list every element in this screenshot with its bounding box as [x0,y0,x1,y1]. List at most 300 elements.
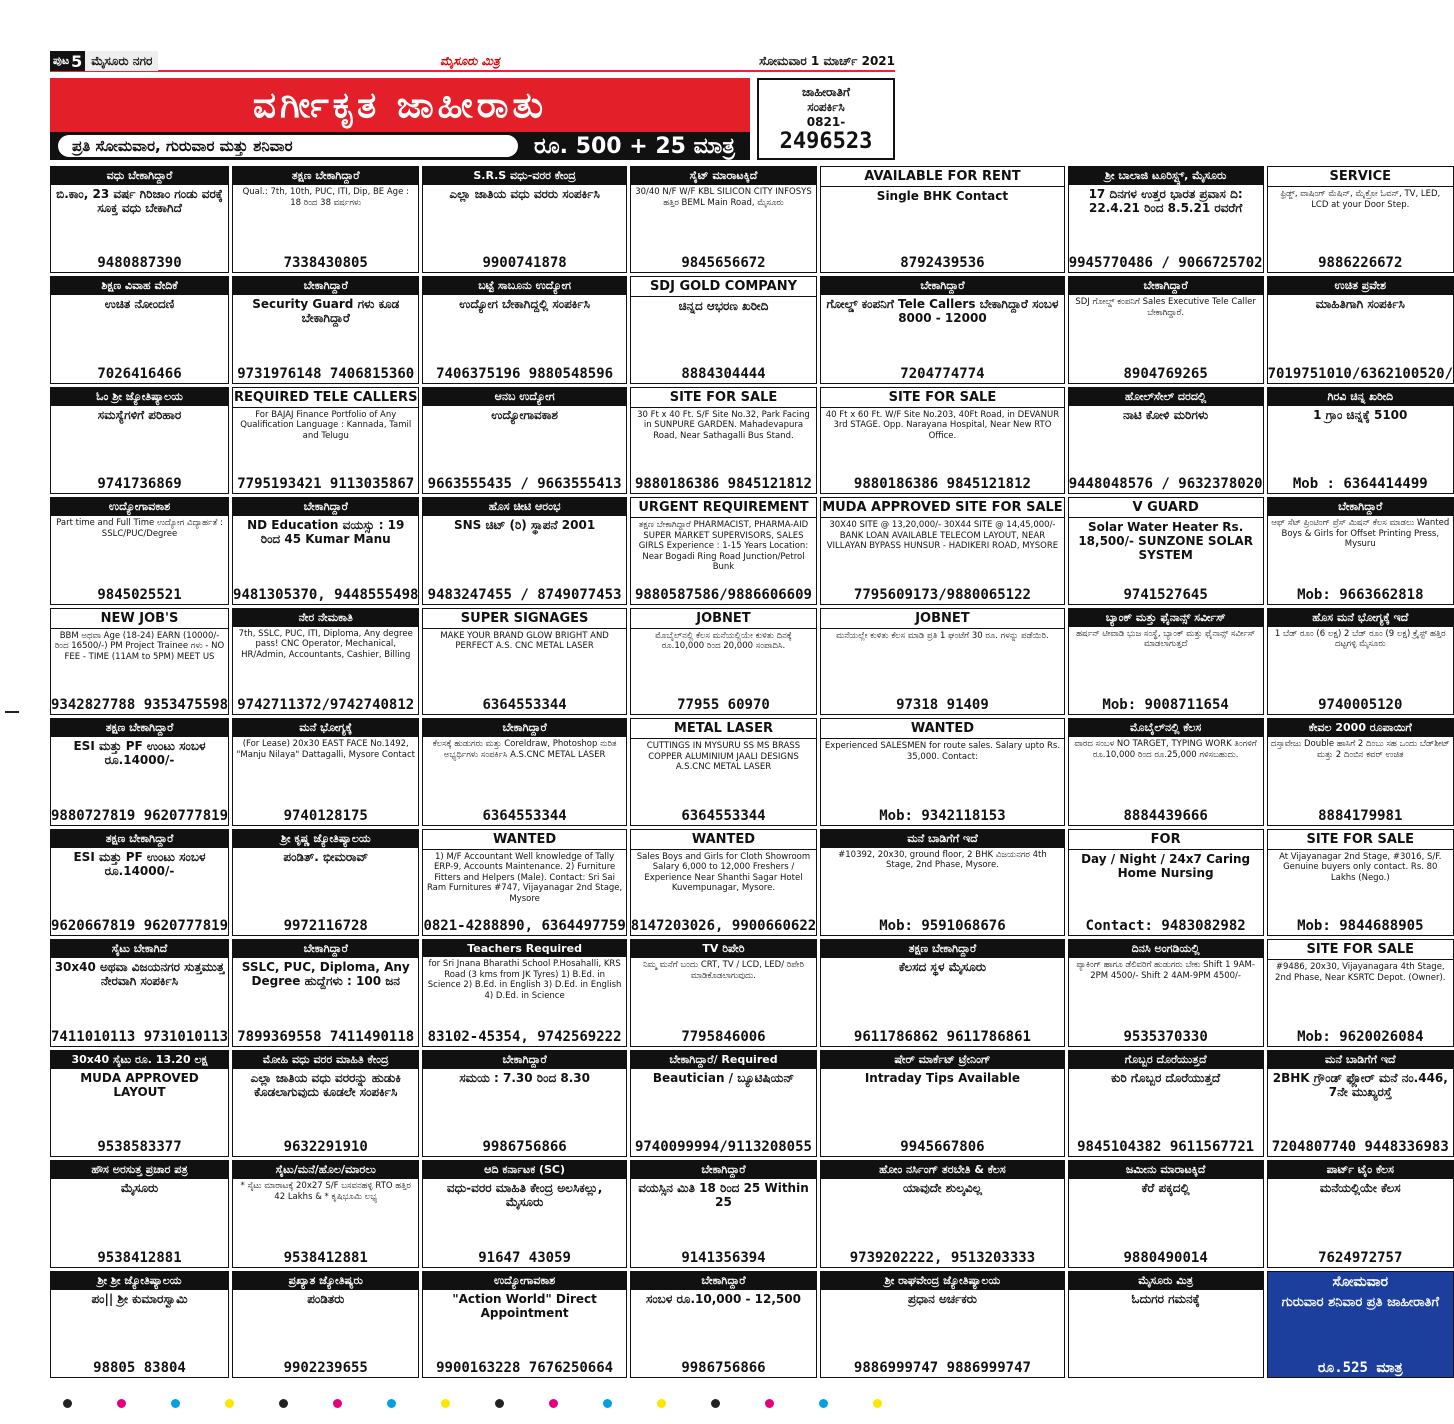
ad-phone: 9845656672 [681,255,766,272]
ad-phone: 9620667819 9620777819 [51,918,229,935]
classified-ad [1267,276,1454,383]
ad-body: ಪಂ|| ಶ್ರೀ ಕುಮಾರಸ್ವಾಮಿ [91,1291,188,1306]
ad-body: ವಧು-ವರರ ಮಾಹಿತಿ ಕೇಂದ್ರ ಅಲಸಿಕಲ್ಲು, ಮೈಸೂರು [446,1181,603,1210]
ad-body: ಕುರಿ ಗೊಬ್ಬರ ದೊರೆಯುತ್ತದೆ [1111,1070,1221,1085]
ad-phone: 8904769265 [1123,365,1208,382]
classified-ad [1267,939,1454,1046]
ad-body: ಮೈಸೂರು [120,1181,159,1196]
ad-body: ESI ಮತ್ತು PF ಉಂಟು ಸಂಬಳ ರೂ.14000/- [73,849,206,878]
ad-body: (For Lease) 20x30 EAST FACE No.1492, "Manju Nilaya" Dattagalli, Mysore Contact [236,739,415,760]
ad-heading: SITE FOR SALE [1268,940,1453,960]
classified-ad [1068,1160,1264,1267]
classified-ad [1267,829,1454,936]
ad-heading: ಗೊಬ್ಬರ ದೊರೆಯುತ್ತದೆ [1069,1051,1263,1069]
ad-body: ಕೆಲಸಕ್ಕೆ ಹುಡುಗರು ಮತ್ತು Coreldraw, Photoshop ನುರಿತ ಅಭ್ಯರ್ಥಿಗಳು ಸಂಪರ್ಕಿಸಿ A.S.CNC METAL LASER [432,739,617,760]
classified-ad [422,718,626,825]
ad-phone: 9740005120 [1318,697,1403,714]
ad-body: ಉದ್ಯೋಗ ಬೇಕಾಗಿದ್ದಲ್ಲಿ ಸಂಪರ್ಕಿಸಿ [459,297,590,312]
ad-heading: ಬೇಕಾಗಿದ್ದಾರೆ [423,719,625,737]
ad-phone: 77955 60970 [677,697,770,714]
ad-body: SDJ ಗೋಲ್ಡ್ ಕಂಪನಿಗೆ Sales Executive Tele Caller ಬೇಕಾಗಿದ್ದಾರೆ. [1075,297,1256,318]
ad-body: BBM ಅಥವಾ Age (18-24) EARN (10000/- ರಿಂದ 16500/-) PM Project Trainee ಗಳು - NO FEE - TIME (11AM to 5PM) MEET US [54,630,225,662]
ad-body: ಪ್ಯಾಕಿಂಗ್ ಹಾಗೂ ಡೆಲಿವರಿಗೆ ಹುಡುಗರು ಬೇಕು Shift 1 9AM-2PM 4500/- Shift 2 4AM-9PM 4500/- [1076,960,1255,981]
ad-heading: ಸೈಟು ಬೇಕಾಗಿದೆ [51,940,228,958]
ad-phone: 9741527645 [1123,586,1208,603]
ad-body: 17 ದಿನಗಳ ಉತ್ತರ ಭಾರತ ಪ್ರವಾಸ ದಿ: 22.4.21 ರಿಂದ 8.5.21 ರವರೆಗೆ [1088,187,1243,215]
ad-phone: Mob: 9008711654 [1102,697,1229,714]
classified-ad [232,718,419,825]
ad-heading: ಬೇಕಾಗಿದ್ದಾರೆ [423,1051,625,1069]
classified-ad [1068,1050,1264,1157]
ad-body: ಎಲ್ಲಾ ಜಾತಿಯ ವಧು ವರರನ್ನು ಹುಡುಕಿ ಕೊಡಲಾಗುವುದು ಕೂಡಲೇ ಸಂಪರ್ಕಿಸಿ [250,1070,401,1099]
classified-ad [50,608,229,715]
ad-body: ಪಂಡಿತ್. ಭೀಮರಾವ್ [283,849,369,864]
ad-heading: ವಧು ಬೇಕಾಗಿದ್ದಾರೆ [51,167,228,185]
ad-phone: 9900741878 [482,255,567,272]
section-name: ಮೈಸೂರು ನಗರ [85,51,158,71]
registration-dot [603,1399,612,1408]
ad-body: ಗುರುವಾರ ಶನಿವಾರ ಪ್ರತಿ ಜಾಹೀರಾತಿಗೆ [1281,1294,1439,1310]
registration-dot [711,1399,720,1408]
classified-ad [50,497,229,604]
ad-heading: SITE FOR SALE [631,388,816,408]
classified-ad [422,166,626,273]
ad-heading: ತಕ್ಷಣ ಬೇಕಾಗಿದ್ದಾರೆ [233,167,418,185]
ad-body: 30 Ft x 40 Ft. S/F Site No.32, Park Facing in SUNPURE GARDEN. Mahadevapura Road, Near Sathagalli Bus Stand. [637,409,810,441]
ad-phone: 9845025521 [97,586,182,603]
classified-ad [50,1050,229,1157]
ad-heading: ಆನಬ ಉದ್ಯೋಗ [423,388,625,406]
ad-phone: 8147203026, 9900660622 [630,918,817,935]
ad-body: ಸಮಯ : 7.30 ರಿಂದ 8.30 [459,1070,590,1085]
ad-phone: 9739202222, 9513203333 [849,1249,1036,1266]
ad-phone: 9663555435 / 9663555413 [427,476,622,493]
ad-phone: 9880727819 9620777819 [51,807,229,824]
classified-ad [820,829,1065,936]
ad-body: 1 ಬೆಡ್ ರೂಂ (6 ಲಕ್ಷ) 2 ಬೆಡ್ ರೂಂ (9 ಲಕ್ಷ) ಕ್ರೈಸ್ಟ್ ಹತ್ತಿರ ದಟ್ಟಗಳ್ಳಿ ಮೈಸೂರು [1274,628,1446,650]
registration-dot [225,1399,234,1408]
ad-phone: 9886999747 9886999747 [853,1359,1031,1376]
ad-heading: ಹೊಸ ಮನೆ ಭೋಗ್ಯಕ್ಕೆ ಇದೆ [1268,609,1453,627]
ad-heading: ಹೋಂ ನರ್ಸಿಂಗ್ ತರಬೇತಿ & ಕೆಲಸ [821,1161,1064,1179]
ad-heading: ಉದ್ಯೋಗಾವಕಾಶ [51,498,228,516]
ad-phone: 9483247455 / 8749077453 [427,586,622,603]
ad-heading: ಬೇಕಾಗಿದ್ದಾರೆ [1069,277,1263,295]
classified-ad [1267,608,1454,715]
registration-dot [117,1399,126,1408]
ad-body: ESI ಮತ್ತು PF ಉಂಟು ಸಂಬಳ ರೂ.14000/- [73,739,206,768]
ad-heading: MUDA APPROVED SITE FOR SALE [821,498,1064,518]
classified-ad [232,1050,419,1157]
classified-ad [1267,1050,1454,1157]
ad-phone: 9945770486 / 9066725702 [1068,255,1263,272]
ad-phone: 97318 91409 [896,697,989,714]
ad-heading: ಬೇಕಾಗಿದ್ದಾರೆ [233,498,418,516]
classified-ad [820,718,1065,825]
classified-ad [50,387,229,494]
ad-heading: ಶ್ರೀ ಕೃಷ್ಣ ಜ್ಯೋತಿಷ್ಯಾಲಯ [233,830,418,848]
ad-body: ವಾರದ ಸಂಬಳ NO TARGET, TYPING WORK ತಿಂಗಳಿಗೆ ರೂ.10,000 ರಿಂದ ರೂ.25,000 ಗಳಿಸಬಹುದು. [1074,739,1257,760]
ad-phone: 6364553344 [681,807,766,824]
classified-ad [820,608,1065,715]
classified-ad [630,387,817,494]
ad-heading: ಆದಿ ಕರ್ನಾಟಕ (SC) [423,1161,625,1179]
ad-heading: ಬೇಕಾಗಿದ್ದಾರೆ [631,1272,816,1290]
ad-heading: ಗಿರವಿ ಚಿನ್ನ ಖರೀದಿ [1268,388,1453,406]
classified-ad [50,829,229,936]
classified-ad [1068,718,1264,825]
ad-phone: 7795609173/9880065122 [853,586,1031,603]
ad-phone: 6364553344 [482,697,567,714]
ad-phone: 9880186386 9845121812 [853,476,1031,493]
ad-body: ಗೋಲ್ಡ್ ಕಂಪನಿಗೆ Tele Callers ಬೇಕಾಗಿದ್ದಾರೆ ಸಂಬಳ 8000 - 12000 [826,297,1059,326]
ad-heading: REQUIRED TELE CALLERS [233,388,418,408]
classified-ad [820,166,1065,273]
ad-phone: 7204807740 9448336983 [1271,1139,1449,1156]
ad-phone: 9880490014 [1123,1249,1208,1266]
ad-heading: NEW JOB'S [51,609,228,629]
ad-heading: ಮೊಬೈಲ್‌ನಲ್ಲಿ ಕೆಲಸ [1069,719,1263,737]
ad-phone: 9880186386 9845121812 [634,476,812,493]
ad-phone: 9141356394 [681,1249,766,1266]
classified-ad [820,276,1065,383]
registration-dot [387,1399,396,1408]
ad-heading: ಬೇಕಾಗಿದ್ದಾರೆ [631,1161,816,1179]
classified-ad [1068,166,1264,273]
ad-heading: ದಿನಸಿ ಅಂಗಡಿಯಲ್ಲಿ [1069,940,1263,958]
ad-body: ಬಿ.ಕಾಂ, 23 ವರ್ಷ ಗಿರಿಜಾಂ ಗಂಡು ವರಕ್ಕೆ ಸೂಕ್ತ ವಧು ಬೇಕಾಗಿದೆ [56,187,223,215]
ad-heading: SERVICE [1268,167,1453,187]
ad-heading: ಬೇಕಾಗಿದ್ದಾರೆ [233,277,418,295]
ad-body: Day / Night / 24x7 Caring Home Nursing [1081,851,1251,880]
ad-phone: 9538412881 [97,1249,182,1266]
ad-heading: ಹೊಸ ಚೀಟಿ ಆರಂಭ [423,498,625,516]
ad-heading: SITE FOR SALE [821,388,1064,408]
ad-heading: ಮೋಹಿ ವಧು ವರರ ಮಾಹಿತಿ ಕೇಂದ್ರ [233,1051,418,1069]
classifieds-title: ವರ್ಗೀಕೃತ ಜಾಹೀರಾತು [50,78,750,132]
classified-ad [1267,1271,1454,1378]
ad-phone: 9900163228 7676250664 [436,1359,614,1376]
ad-phone: 9886226672 [1318,255,1403,272]
ad-heading: ಷೇರ್ ಮಾರ್ಕೆಟ್ ಟ್ರೇನಿಂಗ್ [821,1051,1064,1069]
ad-heading: ಬಟ್ಟೆ ಸಾಬೂನು ಉದ್ಯೋಗ [423,277,625,295]
classified-ad [422,1160,626,1267]
registration-dot [765,1399,774,1408]
ad-heading: ತಕ್ಷಣ ಬೇಕಾಗಿದ್ದಾರೆ [51,830,228,848]
classified-ad [630,1160,817,1267]
page-number: 5 [71,51,83,71]
ad-body: #9486, 20x30, Vijayanagara 4th Stage, 2nd Phase, Near KSRTC Depot. (Owner). [1275,962,1446,983]
ad-phone: 9902239655 [283,1359,368,1376]
classified-ad [820,387,1065,494]
ad-body: * ಸೈಟು ಮಾರಾಟಕ್ಕೆ 20x27 S/F ಬಸವನಹಳ್ಳಿ RTO ಹತ್ತಿರ 42 Lakhs & * ಕೃಷಿಭೂಮಿ ಲಭ್ಯ [240,1181,411,1202]
classified-ad [232,1160,419,1267]
ad-heading: ಶ್ರೀ ಶ್ರೀ ಜ್ಯೋತಿಷ್ಯಾಲಯ [51,1272,228,1290]
ad-body: Part time and Full Time ಉದ್ಯೋಗ ವಿದ್ಯಾರ್ಹತೆ : SSLC/PUC/Degree [56,518,223,539]
classified-ad [422,829,626,936]
ad-body: Qual.: 7th, 10th, PUC, ITI, Dip, BE Age : 18 ರಿಂದ 38 ವರ್ಷಗಳು [242,187,409,208]
ad-body: ನಾಟಿ ಕೋಳಿ ಮರಿಗಳು [1123,407,1209,422]
ad-heading: SUPER SIGNAGES [423,609,625,629]
classified-ad [232,387,419,494]
classified-ad [630,1271,817,1378]
ad-heading: WANTED [423,830,625,850]
ad-body: for Sri Jnana Bharathi School P.Hosahalli, KRS Road (3 kms from JK Tyres) 1) B.Ed. in Science 2) B.Ed. in English 3) D.Ed. in English 4) D.Ed. in Science [427,959,622,1001]
ad-phone: 9535370330 [1123,1028,1208,1045]
ad-body: ಕೆಲಸದ ಸ್ಥಳ ಮೈಸೂರು [898,960,987,975]
ad-phone: Mob: 9342118153 [879,807,1006,824]
ad-phone: 9538412881 [283,1249,368,1266]
classified-ads-grid [50,166,1453,1378]
ad-heading: ನೇರ ನೇಮಕಾತಿ [233,609,418,627]
publish-days: ಪ್ರತಿ ಸೋಮವಾರ, ಗುರುವಾರ ಮತ್ತು ಶನಿವಾರ [58,135,518,157]
ad-heading: FOR [1069,830,1263,850]
registration-dot [495,1399,504,1408]
ad-body: 40 Ft x 60 Ft. W/F Site No.203, 40Ft Road, in DEVANUR 3rd STAGE. Opp. Narayana Hospital, Near New RTO Office. [825,409,1060,441]
classified-ad [1068,829,1264,936]
ad-heading: ಉದ್ಯೋಗಾವಕಾಶ [423,1272,625,1290]
ad-body: ದಸ್ತಾವೇಜು Double ಹಾಸಿಗೆ 2 ದಿಂಬು ಸಹ ಒಂದು ಬೆಡ್‌ಶೀಟ್ ಮತ್ತು 2 ದಿಂಬಿನ ಕವರ್ ಉಚಿತ [1270,739,1450,760]
ad-heading: TV ರಿಪೇರಿ [631,940,816,958]
ad-body: Single BHK Contact [876,189,1009,203]
classified-ad [1068,276,1264,383]
ad-phone: 7019751010/6362100520/ [1267,365,1453,382]
ad-body: ನಿಮ್ಮ ಮನೆಗೆ ಬಂದು CRT, TV / LCD, LED/ ರಿಪೇರಿ ಮಾಡಿಕೊಡಲಾಗುವುದು. [642,960,804,981]
classified-ad [50,939,229,1046]
ad-heading: ಬೇಕಾಗಿದ್ದಾರೆ [1268,498,1453,516]
ad-phone: Mob: 9591068676 [879,918,1006,935]
contact-line1: ಜಾಹೀರಾತಿಗೆ [802,85,850,99]
ad-phone: 8792439536 [900,255,985,272]
contact-line2: ಸಂಪರ್ಕಿಸಿ [807,100,845,114]
ad-heading: ಸೈಟ್ ಮಾರಾಟಕ್ಕಿದೆ [631,167,816,185]
page-number-box [50,51,85,71]
ad-heading: ಶ್ರೀ ರಾಘವೇಂದ್ರ ಜ್ಯೋತಿಷ್ಯಾಲಯ [821,1272,1064,1290]
ad-body: ಮನೆಯಲ್ಲೇ ಕುಳಿತು ಕೆಲಸ ಮಾಡಿ ಪ್ರತಿ 1 ಘಂಟೆಗೆ 30 ರೂ. ಗಳನ್ನು ಪಡೆಯಿರಿ. [836,630,1049,641]
ad-body: 30X40 SITE @ 13,20,000/- 30X44 SITE @ 14,45,000/- BANK LOAN AVAILABLE TELECOM LAYOUT, NEAR VILLAYAN BYPASS HUNSUR - HADIKERI ROAD, MYSORE [826,520,1059,552]
ad-body: ಉಚಿತ ನೋಂದಣಿ [104,297,175,312]
ad-body: At Vijayanagar 2nd Stage, #3016, S/F. Genuine buyers only contact. Rs. 80 Lakhs (Nego.) [1279,851,1442,883]
ad-heading: ತಕ್ಷಣ ಬೇಕಾಗಿದ್ದಾರೆ [51,719,228,737]
classified-ad [422,608,626,715]
ad-body: 1 ಗ್ರಾಂ ಚಿನ್ನಕ್ಕೆ 5100 [1313,407,1408,422]
ad-phone: 7026416466 [97,365,182,382]
classified-ad [422,1050,626,1157]
ad-heading: ಶಿಕ್ಷಣ ವಿವಾಹ ವೇದಿಕೆ [51,277,228,295]
ad-heading: ಬೇಕಾಗಿದ್ದಾರೆ [233,940,418,958]
ad-phone [1069,1376,1263,1377]
ad-phone: 8884179981 [1318,807,1403,824]
ad-phone: Contact: 9483082982 [1085,918,1246,935]
registration-dot [657,1399,666,1408]
ad-phone: 9632291910 [283,1139,368,1156]
ad-phone: Mob: 9663662818 [1297,586,1424,603]
ad-body: ವಯಸ್ಸಿನ ಮಿತಿ 18 ರಿಂದ 25 Within 25 [638,1181,809,1210]
classified-ad [630,166,817,273]
ad-heading: ಕೇವಲ 2000 ರೂಪಾಯಿಗೆ [1268,719,1453,737]
ad-price: ರೂ. 500 + 25 ಮಾತ್ರ [534,133,735,159]
classified-ad [50,166,229,273]
registration-dot [63,1399,72,1408]
registration-dot [873,1399,882,1408]
ad-body: ಸಂಬಳ ರೂ.10,000 - 12,500 [645,1291,801,1306]
ad-body: 7th, SSLC, PUC, ITI, Diploma, Any degree pass! CNC Operator, Mechanical, HR/Admin, Accountants, Cashier, Billing [238,628,413,660]
issue-date: ಸೋಮವಾರ 1 ಮಾರ್ಚ್ 2021 [759,53,895,68]
ad-body: #10392, 20x30, ground floor, 2 BHK ವಿಜಯನಗರ 4th Stage, 2nd Phase, Mysore. [838,849,1047,871]
classified-ad [630,276,817,383]
ad-heading: ಓಂ ಶ್ರೀ ಜ್ಯೋತಿಷ್ಯಾಲಯ [51,388,228,406]
ad-body: 30/40 N/F W/F KBL SILICON CITY INFOSYS ಹತ್ತಿರ BEML Main Road, ಮೈಸೂರು [635,187,812,208]
ad-heading: ಮೈಸೂರು ಮಿತ್ರ [1069,1272,1263,1290]
ad-heading: ತಕ್ಷಣ ಬೇಕಾಗಿದ್ದಾರೆ [821,940,1064,958]
classified-ad [232,608,419,715]
classified-ad [50,1160,229,1267]
ad-body: SSLC, PUC, Diploma, Any Degree ಹುದ್ದೆಗಳು : 100 ಜನ [241,960,410,989]
registration-dot [279,1399,288,1408]
ad-heading: SDJ GOLD COMPANY [631,277,816,297]
classified-ad [422,939,626,1046]
classified-ad [50,1271,229,1378]
ad-body: ಎಲ್ಲಾ ಜಾತಿಯ ವಧು ವರರು ಸಂಪರ್ಕಿಸಿ [449,187,600,201]
classified-ad [232,166,419,273]
ad-heading: ಬೇಕಾಗಿದ್ದಾರೆ/ Required [631,1051,816,1069]
ad-heading: ಹೌಸ ಅರಸುತ್ತ ಪ್ರಚಾರ ಪತ್ರ [51,1161,228,1179]
classified-ad [50,276,229,383]
ad-phone: 83102-45354, 9742569222 [427,1028,622,1045]
registration-dot [333,1399,342,1408]
classified-ad [50,718,229,825]
ad-phone: 8884439666 [1123,807,1208,824]
ad-heading: METAL LASER [631,719,816,739]
classified-ad [1068,1271,1264,1378]
ad-body: ಕೆರೆ ಪಕ್ಕದಲ್ಲಿ [1141,1181,1190,1196]
ad-phone: 0821-4288890, 6364497759 [423,918,626,935]
ad-body: ಚಿನ್ನದ ಆಭರಣ ಖರೀದಿ [678,299,769,314]
classified-ad [630,718,817,825]
ad-heading: ಸೋಮವಾರ [1268,1272,1453,1292]
ad-phone: 8884304444 [681,365,766,382]
ad-body: ಹರ್ಷನ್ ಟೀವಾಡಿ ಭುಜ ಸಂಸ್ಥೆ, ಬ್ಯಾಂಕ್ ಮತ್ತು ಫೈನಾನ್ಸ್ ಸರ್ವೀಸ್ ಮಾಡಲಾಗುತ್ತದೆ [1076,628,1256,650]
ad-body: ಆಫ್ ಸೆಟ್ ಪ್ರಿಂಟಿಂಗ್ ಪ್ರೆಸ್ ಮಿಷನ್ ಕೆಲಸ ಮಾಡಲು Wanted Boys & Girls for Offset Printing Press, Mysuru [1271,518,1450,550]
classified-ad [630,497,817,604]
ad-phone: 9972116728 [283,918,368,935]
ad-body: ತಕ್ಷಣ ಬೇಕಾಗಿದ್ದಾರೆ PHARMACIST, PHARMA-AID SUPER MARKET SUPERVISORS, SALES GIRLS Experience : 1-15 Years Location: Near Bogadi Ring Road Junction/Petrol Bunk [638,520,809,573]
ad-phone: 9880587586/9886606609 [634,586,812,603]
ad-phone: 7204774774 [900,365,985,382]
ad-heading: ಪ್ರಖ್ಯಾತ ಜ್ಯೋತಿಷ್ಯರು [233,1272,418,1290]
classified-ad [820,1050,1065,1157]
ad-body: ಫ್ರಿಡ್ಜ್, ವಾಷಿಂಗ್ ಮೆಷಿನ್, ಮೈಕ್ರೋ ಓವನ್, TV, LED, LCD at your Door Step. [1280,189,1441,210]
ad-phone: 7795193421 9113035867 [237,476,415,493]
ad-phone: 9611786862 9611786861 [853,1028,1031,1045]
ad-phone: 9448048576 / 9632378020 [1068,476,1263,493]
classified-ad [232,497,419,604]
ad-phone: Mob: 9844688905 [1297,918,1424,935]
ad-phone: 9342827788 9353475598 [51,697,229,714]
contact-box [757,78,895,160]
ad-body: MUDA APPROVED LAYOUT [80,1070,199,1099]
ad-body: ಮಾಹಿತಿಗಾಗಿ ಸಂಪರ್ಕಿಸಿ [1315,297,1405,312]
ad-heading: ಜಮೀನು ಮಾರಾಟಕ್ಕಿದೆ [1069,1161,1263,1179]
ad-heading: WANTED [821,719,1064,739]
ad-body: SNS ಚಿಟ್ (ರಿ) ಸ್ಥಾಪನೆ 2001 [453,518,596,533]
classified-ad [630,939,817,1046]
ad-heading: ಸೈಟು/ಮನೆ/ಹೊಲ/ಮಾರಲು [233,1161,418,1179]
classified-ad [232,1271,419,1378]
ad-phone: 9480887390 [97,255,182,272]
ad-body: ಉದ್ಯೋಗಾವಕಾಶ [491,407,558,422]
ad-phone: Mob : 6364414499 [1292,476,1428,493]
ad-phone: 6364553344 [482,807,567,824]
ad-heading: URGENT REQUIREMENT [631,498,816,518]
ad-body: ND Education ವಯಸ್ಸು : 19 ರಿಂದ 45 Kumar Manu [247,518,405,547]
ad-phone: 9945667806 [900,1139,985,1156]
ad-phone: 9986756866 [482,1139,567,1156]
ad-phone: 7406375196 9880548596 [436,365,614,382]
ad-phone: 9742711372/9742740812 [237,697,415,714]
ad-body: CUTTINGS IN MYSURU SS MS BRASS COPPER ALUMINIUM JAALI DESIGNS A.S.CNC METAL LASER [646,741,801,773]
ad-heading: ಮನೆ ಬಾಡಿಗೆಗೆ ಇದೆ [821,830,1064,848]
ad-phone: 9845104382 9611567721 [1077,1139,1255,1156]
ad-phone: 9740099994/9113208055 [634,1139,812,1156]
ad-body: Security Guard ಗಳು ಕೂಡ ಬೇಕಾಗಿದ್ದಾರೆ [252,297,400,326]
classified-ad [630,608,817,715]
ad-body: ಪಂಡಿತರು [307,1291,345,1306]
ad-body: Experienced SALESMEN for route sales. Salary upto Rs. 35,000. Contact: [824,741,1061,762]
ad-body: MAKE YOUR BRAND GLOW BRIGHT AND PERFECT A.S. CNC METAL LASER [440,630,609,652]
page-header [50,52,895,72]
margin-mark [5,711,19,713]
ad-body: ಸಮಸ್ಯೆಗಳಿಗೆ ಪರಿಹಾರ [97,407,182,422]
ad-body: 1) M/F Accountant Well knowledge of Tally ERP-9, Accounts Maintenance. 2) Furniture Fitters and Helpers (Male). Contact: Sri Sai Ram Furnitures #747, Vijayanagar 2nd Stage, Mysore [426,851,623,904]
classified-ad [232,829,419,936]
ad-heading: ಶ್ರೀ ಬಾಲಾಜಿ ಟೂರಿಸ್ಟ್ಸ್, ಮೈಸೂರು [1069,167,1263,185]
ad-phone: 9740128175 [283,807,368,824]
ad-heading: S.R.S ವಧು-ವರರ ಕೇಂದ್ರ [423,167,625,185]
ad-heading: ಮನೆ ಭೋಗ್ಯಕ್ಕೆ [233,719,418,737]
classified-ad [820,1271,1065,1378]
classified-ad [1267,497,1454,604]
ad-phone: 7411010113 9731010113 [51,1028,229,1045]
registration-dot [819,1399,828,1408]
classified-ad [1267,166,1454,273]
classified-ad [422,497,626,604]
ad-heading: WANTED [631,830,816,850]
ad-phone: 91647 43059 [478,1249,571,1266]
classified-ad [820,939,1065,1046]
registration-dot [441,1399,450,1408]
ad-body: ಮೊಬೈಲ್‌ನಲ್ಲಿ ಕೆಲಸ ಮನೆಯಲ್ಲಿಯೇ ಕುಳಿತು ದಿನಕ್ಕೆ ರೂ.10,000 ರಿಂದ 20,000 ಸಂಪಾದಿಸಿ. [655,630,792,652]
ad-phone: 9538583377 [97,1139,182,1156]
ad-body: 2BHK ಗ್ರೌಂಡ್‌ ಫ್ಲೋರ್ ಮನೆ ನಂ.446, 7ನೇ ಮುಖ್ಯರಸ್ತೆ [1272,1070,1448,1099]
ad-phone: 7338430805 [283,255,368,272]
ad-heading: ಬೇಕಾಗಿದ್ದಾರೆ [821,277,1064,295]
classified-ad [232,939,419,1046]
ad-heading: ಮನೆ ಬಾಡಿಗೆಗೆ ಇದೆ [1268,1051,1453,1069]
classified-ad [1267,387,1454,494]
ad-phone: Mob: 9620026084 [1297,1028,1424,1045]
ad-body: Solar Water Heater Rs. 18,500/- SUNZONE SOLAR SYSTEM [1078,520,1253,563]
classified-ad [820,497,1065,604]
ad-heading: ಉಚಿತ ಪ್ರವೇಶ [1268,277,1453,295]
ad-heading: JOBNET [631,609,816,629]
ad-phone: 9481305370, 9448555498 [233,586,419,603]
ad-phone: 9741736869 [97,476,182,493]
classified-ad [1068,497,1264,604]
contact-number: 2496523 [779,129,873,154]
classified-ad [1068,608,1264,715]
classified-ad [422,1271,626,1378]
